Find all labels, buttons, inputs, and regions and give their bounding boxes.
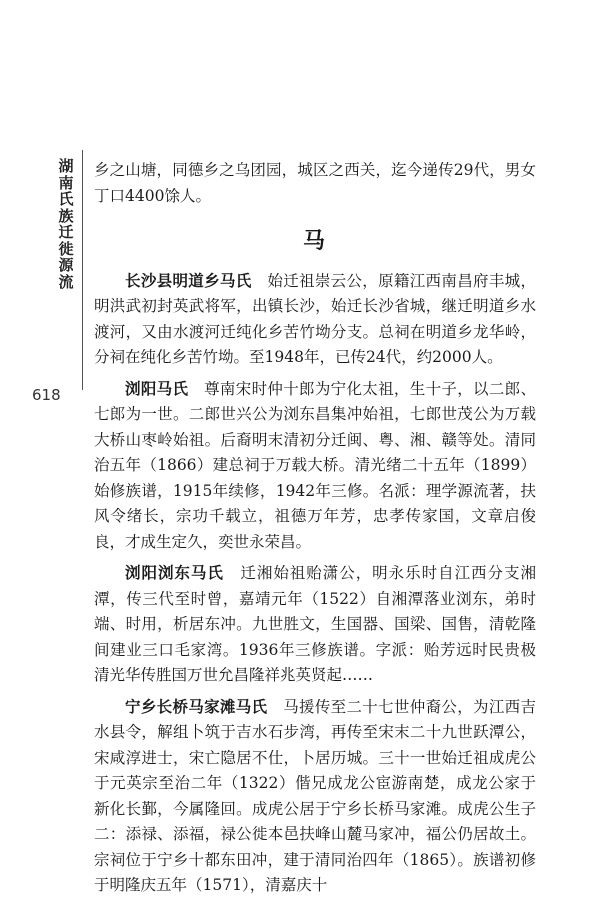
section-heading: 马 xyxy=(302,229,327,254)
clan-text: 马援传至二十七世仲裔公，为江西吉水县令，解组卜筑于吉水石步湾，再传至宋末二十九世跃潭公，宋咸淳进士，宋亡隐居不仕，卜居历城。三十一世始迁祖成虎公于元英宗至治二年（1322）偕兄成龙公宦游南楚，成龙公家于新化长鄞，今属隆回。成虎公居于宁乡长桥马家滩。成虎公生子二：添禄、添福，禄公徙本邑扶峰山麓马家冲，福公仍居故土。宗祠位于宁乡十都东田冲，建于清同治四年（1865）。族谱初修于明隆庆五年（1571），清嘉庆十 xyxy=(94,697,536,894)
clan-name: 浏阳马氏 xyxy=(125,379,189,398)
page-number: 618 xyxy=(32,386,61,404)
running-side-title: 湖南氏族迁徙源流 xyxy=(58,157,74,291)
clan-entry xyxy=(94,695,536,899)
intro-paragraph: 乡之山塘，同德乡之乌团园，城区之西关，迄今递传29代，男女丁口4400馀人。 xyxy=(94,161,536,205)
clan-name: 宁乡长桥马家滩马氏 xyxy=(125,697,268,716)
clan-text: 迁湘始祖贻潇公，明永乐时自江西分支湘潭，传三代至时曾，嘉靖元年（1522）自湘潭落业浏东，弟时端、时用，析居东冲。九世胜文，生国器、国梁、国售，清乾隆间建业三口毛家湾。1936年三修族谱。字派：贻芳远时民贵极清光华传胜国万世允昌隆祥兆英贤起…… xyxy=(94,564,536,684)
page-body xyxy=(94,158,536,905)
clan-name: 浏阳浏东马氏 xyxy=(125,564,224,582)
clan-entry xyxy=(94,377,536,556)
side-divider xyxy=(82,150,83,390)
clan-entry xyxy=(94,561,536,689)
clan-entry xyxy=(94,269,536,371)
clan-name: 长沙县明道乡马氏 xyxy=(125,271,252,290)
clan-text: 始迁祖崇云公，原籍江西南昌府丰城，明洪武初封英武将军，出镇长沙，始迁长沙省城，继迁明道乡水渡河，又由水渡河迁纯化乡苦竹坳分支。总祠在明道乡龙华岭，分祠在纯化乡苦竹坳。至1948年，已传24代，约2000人。 xyxy=(94,271,536,366)
clan-text: 尊南宋时仲十郎为宁化太祖，生十子，以二郎、七郎为一世。二郎世兴公为浏东昌集冲始祖，七郎世茂公为万载大桥山枣岭始祖。后裔明末清初分迁闽、粤、湘、赣等处。清同治五年（1866）建总祠于万载大桥。清光绪二十五年（1899）始修族谱，1915年续修，1942年三修。名派：理学源流著，扶风令绪长，宗功千载立，祖德万年芳，忠孝传家国，文章启俊良，才成生定久，奕世永荣昌。 xyxy=(94,379,536,551)
